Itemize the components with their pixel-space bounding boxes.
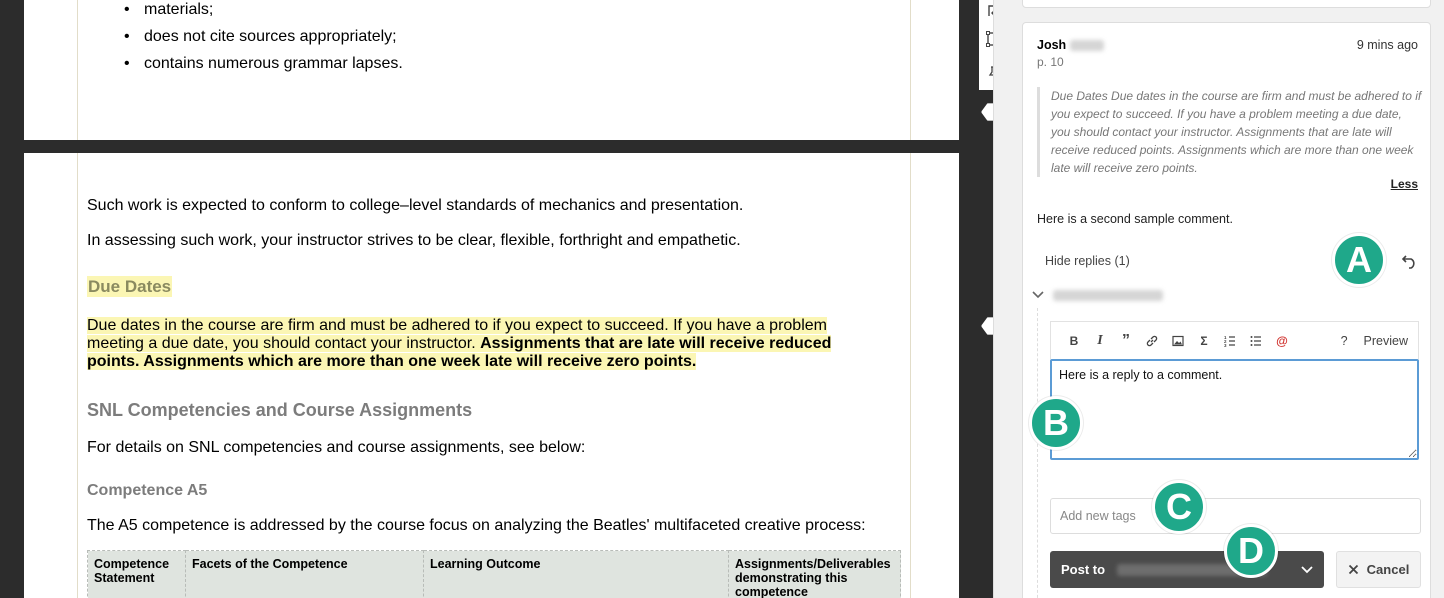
list-item: • contains numerous grammar lapses. (124, 50, 403, 77)
document-page (24, 0, 959, 140)
highlighted-paragraph[interactable] (87, 317, 867, 371)
annotation-author[interactable]: Josh (1037, 38, 1104, 52)
competence-table (87, 550, 901, 598)
link-icon[interactable] (1139, 329, 1165, 353)
bullet-list-icon[interactable] (1243, 329, 1269, 353)
chevron-down-icon[interactable] (1031, 288, 1045, 302)
reply-thread-line (1037, 308, 1038, 598)
bold-button[interactable]: B (1069, 333, 1079, 348)
page-margin-line (77, 0, 78, 140)
post-to-button[interactable] (1050, 551, 1324, 588)
svg-text:1: 1 (1224, 334, 1227, 340)
section-heading: SNL Competencies and Course Assignments (87, 400, 473, 420)
less-toggle[interactable]: Less (1390, 177, 1418, 191)
redacted-name (1070, 40, 1104, 51)
list-item: • does not cite sources appropriately; (124, 23, 403, 50)
table-header: Assignments/Deliverables demonstrating this competence (729, 551, 901, 598)
annotation-comment: Here is a second sample comment. (1037, 212, 1233, 226)
italic-button[interactable]: I (1097, 332, 1103, 348)
svg-text:3: 3 (1224, 342, 1227, 348)
callout-d: D (1224, 524, 1278, 578)
post-to-label: Post to (1061, 562, 1106, 577)
reply-editor (1050, 321, 1421, 463)
subsection-heading: Competence A5 (87, 482, 208, 499)
help-button[interactable]: ? (1340, 333, 1348, 348)
quote-button[interactable]: ” (1122, 331, 1130, 349)
page-margin-line (77, 153, 78, 598)
callout-b: B (1029, 396, 1083, 450)
annotation-quote: Due Dates Due dates in the course are firm and must be adhered to if you expect to succeed. If you have a problem meeting a due date, you should contact your instructor. Assignments that are late will receive reduced points. Assignments which are more than one week late will receive zero points. (1037, 87, 1422, 177)
page-margin-line (910, 0, 911, 140)
highlight-bold-text: Assignments that are late will receive reduced points. Assignments which are more than one week late will receive zero points. (87, 335, 832, 370)
previous-annotation-card[interactable] (1022, 0, 1431, 8)
close-icon (1348, 564, 1359, 575)
annotation-card[interactable] (1022, 22, 1431, 598)
annotation-sidebar (993, 0, 1444, 598)
paragraph: Such work is expected to conform to college–level standards of mechanics and presentation. (87, 197, 744, 214)
table-header: Learning Outcome (424, 551, 729, 598)
page-reference: p. 10 (1037, 55, 1064, 69)
paragraph: For details on SNL competencies and course assignments, see below: (87, 439, 586, 456)
chevron-down-icon[interactable] (1300, 563, 1314, 577)
callout-a: A (1332, 233, 1386, 287)
list-item: • materials; (124, 0, 403, 23)
math-button[interactable]: Σ (1200, 333, 1208, 348)
callout-c: C (1152, 480, 1206, 534)
svg-text:2: 2 (1224, 338, 1227, 344)
table-header: Facets of the Competence (186, 551, 424, 598)
bullet-list (124, 0, 403, 77)
cancel-button[interactable] (1336, 551, 1421, 588)
highlight-text: Due dates in the course are firm and must be adhered to if you expect to succeed. If you have a problem meeting a due date, you should contact your instructor. (87, 317, 827, 352)
page-margin-line (910, 153, 911, 598)
paragraph: In assessing such work, your instructor strives to be clear, flexible, forthright and empathetic. (87, 232, 741, 249)
image-icon[interactable] (1165, 329, 1191, 353)
paragraph: The A5 competence is addressed by the course focus on analyzing the Beatles' multifaceted creative process: (87, 517, 866, 534)
redacted-reply-author (1053, 290, 1163, 301)
hide-replies-button[interactable]: Hide replies (1) (1045, 254, 1130, 268)
annotation-timestamp[interactable]: 9 mins ago (1356, 38, 1418, 52)
table-header: Competence Statement (88, 551, 186, 598)
reply-textarea[interactable] (1050, 359, 1419, 460)
reply-icon[interactable] (1400, 251, 1420, 271)
numbered-list-icon[interactable] (1217, 329, 1243, 353)
preview-button[interactable]: Preview (1363, 333, 1408, 348)
mention-button[interactable]: @ (1276, 333, 1288, 348)
highlighted-heading[interactable]: Due Dates (88, 277, 172, 296)
editor-toolbar (1050, 321, 1419, 359)
cancel-label: Cancel (1366, 562, 1410, 577)
